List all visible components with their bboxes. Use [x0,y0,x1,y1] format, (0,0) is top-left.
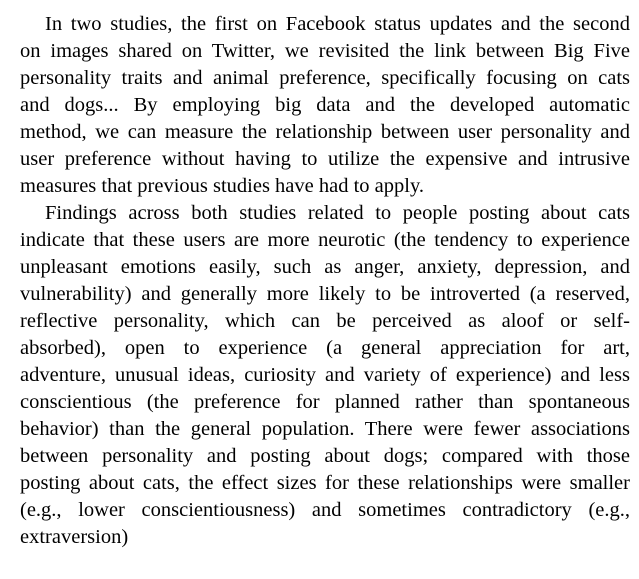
paragraph-2 [20,200,630,551]
text-line: absorbed), open to experience (a general appreciation for art, [20,337,630,359]
text-line: extraversion) [20,526,129,548]
text-line: personality traits and animal preference, specifically focusing on cats [20,67,630,89]
text-line: reflective personality, which can be perceived as aloof or self- [20,310,630,332]
text-line: vulnerability) and generally more likely to be introverted (a reserved, [20,283,630,305]
text-line: method, we can measure the relationship between user personality and [20,121,630,143]
text-line: Findings across both studies related to people posting about cats [45,202,630,224]
text-line: behavior) than the general population. There were fewer associations [20,418,630,440]
text-line: conscientious (the preference for planned rather than spontaneous [20,391,630,413]
paragraph-1 [20,11,630,200]
text-line: unpleasant emotions easily, such as anger, anxiety, depression, and [20,256,630,278]
text-line: on images shared on Twitter, we revisited the link between Big Five [20,40,630,62]
text-line: between personality and posting about dogs; compared with those [20,445,630,467]
text-line: (e.g., lower conscientiousness) and sometimes contradictory (e.g., [20,499,630,521]
text-line: posting about cats, the effect sizes for these relationships were smaller [20,472,630,494]
text-line: adventure, unusual ideas, curiosity and variety of experience) and less [20,364,630,386]
text-line: indicate that these users are more neurotic (the tendency to experience [20,229,630,251]
document-body [20,11,630,551]
text-line: user preference without having to utilize the expensive and intrusive [20,148,630,170]
text-line: In two studies, the first on Facebook status updates and the second [45,13,630,35]
text-line: and dogs... By employing big data and the developed automatic [20,94,630,116]
text-line: measures that previous studies have had to apply. [20,175,425,197]
